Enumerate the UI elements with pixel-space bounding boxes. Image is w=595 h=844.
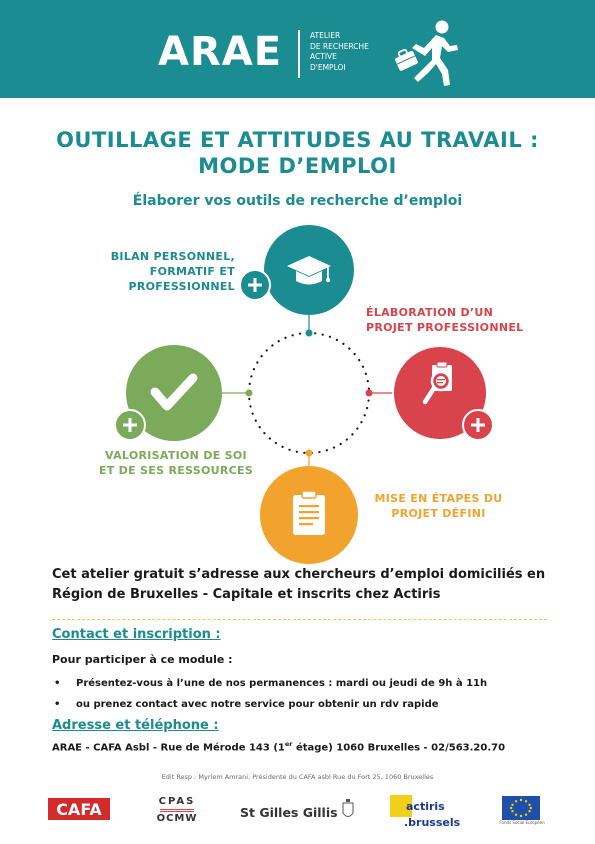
stgilles-logo: St Gilles Gillis	[240, 805, 338, 820]
projet-label	[366, 305, 541, 335]
bilan-label-line: FORMATIF ET	[149, 265, 235, 278]
cafa-logo	[48, 798, 110, 824]
intro-line: Région de Bruxelles - Capitale et inscrits chez Actiris	[52, 587, 441, 602]
page-title-line1: OUTILLAGE ET ATTITUDES AU TRAVAIL :	[56, 128, 539, 152]
dashed-divider	[52, 619, 547, 620]
valorisation-label-line: VALORISATION DE SOI	[105, 449, 247, 462]
bilan-label-line: BILAN PERSONNEL,	[110, 250, 235, 263]
ocmw-text: OCMW	[156, 813, 198, 824]
contact-heading: Contact et inscription :	[52, 627, 221, 642]
address-floor-sup: er	[284, 740, 293, 748]
actiris-logo	[390, 795, 460, 831]
editor-responsible: Edit Resp : Myriem Amrani, Présidente du CAFA asbl Rue du Fort 25, 1060 Bruxelles	[161, 773, 434, 781]
workshop-cycle-diagram	[0, 215, 595, 565]
address-line	[52, 740, 505, 753]
logo-subtitle-line: ATELIER	[310, 31, 341, 40]
clipboard-icon	[293, 491, 325, 535]
etapes-label-line: MISE EN ÉTAPES DU	[374, 492, 503, 505]
svg-text:actiris: actiris	[406, 800, 445, 813]
cpas-text: CPAS	[158, 796, 196, 807]
valorisation-label-line: ET DE SES RESSOURCES	[98, 464, 254, 477]
bilan-label-line: PROFESSIONNEL	[128, 280, 235, 293]
logo-subtitle-line: DE RECHERCHE	[310, 41, 369, 51]
connector-dot-teal	[306, 330, 313, 337]
participate-lead: Pour participer à ce module :	[52, 653, 233, 666]
connector-dot-orange	[306, 450, 313, 457]
bilan-circle	[264, 225, 354, 315]
logo-subtitle-line: ACTIVE	[310, 52, 337, 61]
arae-logo-text: ARAE	[158, 29, 283, 75]
arae-logo-subtitle	[310, 31, 369, 73]
logo-subtitle-line: D'EMPLOI	[310, 62, 346, 72]
logo-divider	[298, 30, 300, 78]
intro-text	[52, 565, 562, 605]
bilan-plus-badge	[240, 270, 270, 300]
address-heading: Adresse et téléphone :	[52, 718, 219, 733]
municipal-crest-icon	[342, 799, 354, 821]
page-title-line2: MODE D’EMPLOI	[198, 154, 397, 178]
intro-line: Cet atelier gratuit s’adresse aux chercheurs d’emploi domiciliés en	[52, 567, 546, 582]
connector-dot-green	[246, 390, 253, 397]
projet-label-line: ÉLABORATION D’UN	[366, 306, 494, 319]
contact-bullet-list	[52, 673, 487, 715]
address-part: ARAE - CAFA Asbl - Rue de Mérode 143 (1	[52, 742, 285, 754]
page-subtitle: Élaborer vos outils de recherche d’emploi	[132, 193, 463, 209]
etapes-label	[366, 491, 511, 521]
address-part: étage) 1060 Bruxelles - 02/563.20.70	[292, 742, 506, 754]
runner-with-briefcase-icon	[392, 18, 464, 88]
header-banner	[0, 0, 595, 98]
bilan-label	[100, 249, 235, 294]
projet-plus-badge	[463, 410, 493, 440]
projet-label-line: PROJET PROFESSIONNEL	[366, 321, 524, 334]
etapes-label-line: PROJET DÉFINI	[391, 507, 486, 520]
svg-text:.brussels: .brussels	[404, 816, 460, 829]
cpas-ocmw-logo	[152, 796, 202, 828]
list-item: • Présentez-vous à l’une de nos permanences : mardi ou jeudi de 9h à 11h	[52, 673, 487, 694]
valorisation-plus-badge	[115, 410, 145, 440]
svg-text:CAFA: CAFA	[56, 800, 102, 819]
list-item: • ou prenez contact avec notre service pour obtenir un rdv rapide	[52, 694, 487, 715]
dotted-cycle-ring	[249, 333, 369, 453]
valorisation-label	[95, 448, 257, 478]
etapes-circle	[260, 466, 358, 564]
eu-caption: Fonds Social Européen	[499, 820, 545, 825]
connector-dot-red	[366, 390, 373, 397]
